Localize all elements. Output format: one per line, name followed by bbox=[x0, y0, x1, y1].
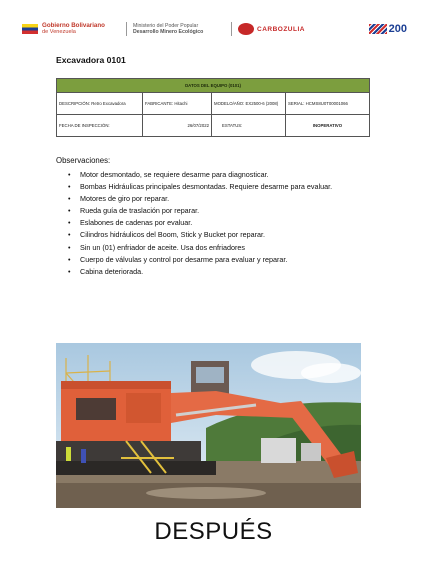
status-label: ESTATUS: bbox=[212, 115, 286, 137]
header-divider bbox=[126, 22, 127, 36]
carbozulia-logo-icon bbox=[238, 23, 254, 35]
company-logo: CARBOZULIA bbox=[238, 23, 305, 35]
list-item: • Cabina deteriorada. bbox=[68, 266, 368, 278]
status-value: INOPERATIVO bbox=[286, 115, 370, 137]
serial-cell: SERIAL: HCMS8U0T00001066 bbox=[286, 93, 370, 115]
excavator-illustration bbox=[56, 343, 361, 508]
table-header-cell: DATOS DEL EQUIPO (0101) bbox=[57, 79, 370, 93]
list-item: • Cuerpo de válvulas y control por desarme para evaluar y reparar. bbox=[68, 254, 368, 266]
document-header bbox=[22, 18, 407, 40]
equipment-data-table bbox=[56, 78, 370, 137]
observations-list bbox=[68, 169, 368, 278]
list-item: • Sin un (01) enfriador de aceite. Usa dos enfriadores bbox=[68, 242, 368, 254]
venezuela-flag-icon bbox=[22, 24, 38, 34]
anniversary-number: 200 bbox=[388, 23, 407, 35]
inspection-date-value: 26/07/2022 bbox=[143, 115, 212, 137]
table-row bbox=[57, 93, 370, 115]
inspection-date-label: FECHA DE INSPECCIÓN: bbox=[57, 115, 143, 137]
manufacturer-cell: FABRICANTE: Hitachi bbox=[143, 93, 212, 115]
observations-heading: Observaciones: bbox=[56, 156, 111, 165]
table-row bbox=[57, 115, 370, 137]
description-cell: DESCRIPCIÓN: Retro Excavadora bbox=[57, 93, 143, 115]
anniversary-logo bbox=[369, 23, 407, 35]
photo-caption: DESPUÉS bbox=[154, 518, 273, 545]
list-item: • Bombas Hidráulicas principales desmontadas. Requiere desarme para evaluar. bbox=[68, 181, 368, 193]
ministry-logo: Ministerio del Poder Popular Desarrollo Minero Ecológico bbox=[133, 23, 204, 35]
model-year-cell: MODELO/AÑO: EX2500-6 (2008) bbox=[212, 93, 286, 115]
page-title: Excavadora 0101 bbox=[56, 55, 126, 65]
header-divider bbox=[231, 22, 232, 36]
list-item: • Motor desmontado, se requiere desarme para diagnosticar. bbox=[68, 169, 368, 181]
list-item: • Motores de giro por reparar. bbox=[68, 193, 368, 205]
anniversary-stripes-icon bbox=[369, 24, 387, 34]
list-item: • Cilindros hidráulicos del Boom, Stick y Bucket por reparar. bbox=[68, 229, 368, 241]
list-item: • Eslabones de cadenas por evaluar. bbox=[68, 217, 368, 229]
government-logo: Gobierno Bolivariano de Venezuela bbox=[42, 21, 105, 35]
excavator-photo bbox=[56, 343, 361, 508]
list-item: • Rueda guía de traslación por reparar. bbox=[68, 205, 368, 217]
table-header-row bbox=[57, 79, 370, 93]
